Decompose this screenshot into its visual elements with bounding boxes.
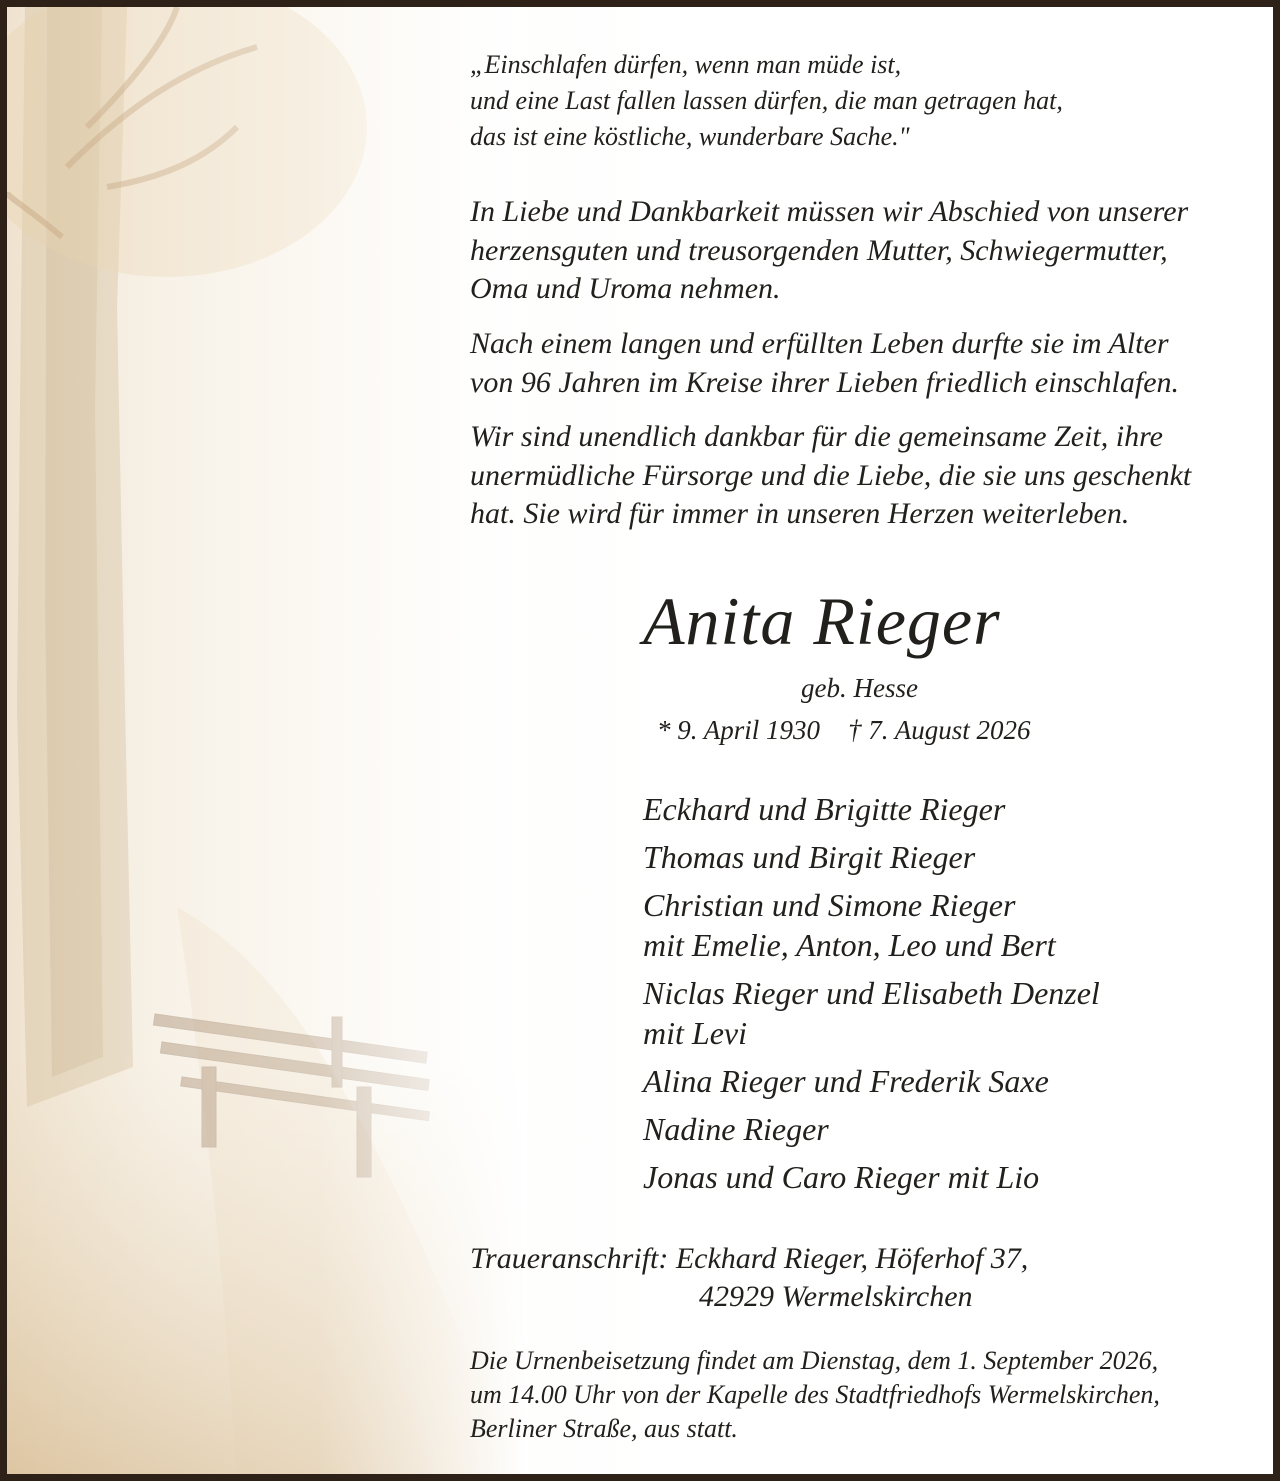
mourners-list [643, 789, 1100, 1205]
mourner-line: mit Levi [643, 1015, 747, 1051]
address-line: Traueranschrift: Eckhard Rieger, Höferhof 37, [470, 1242, 1029, 1275]
poem-line: „Einschlafen dürfen, wenn man müde ist, [470, 50, 902, 79]
funeral-line: Die Urnenbeisetzung findet am Dienstag, dem 1. September 2026, [470, 1346, 1159, 1375]
poem-line: das ist eine köstliche, wunderbare Sache." [470, 122, 910, 151]
mourner-line: Christian und Simone Rieger [643, 887, 1016, 923]
mourner-entry [643, 1061, 1100, 1101]
paragraph-line: Wir sind unendlich dankbar für die gemeinsame Zeit, ihre [470, 420, 1163, 453]
mourner-line: Eckhard und Brigitte Rieger [643, 791, 1006, 827]
autumn-park-background [7, 7, 527, 1481]
death-date: † 7. August 2026 [848, 715, 1031, 745]
paragraph-line: unermüdliche Fürsorge und die Liebe, die sie uns geschenkt [470, 458, 1192, 492]
life-paragraph [470, 325, 1179, 402]
address-city: 42929 Wermelskirchen [699, 1280, 973, 1313]
birth-date: * 9. April 1930 [657, 715, 821, 745]
mourner-line: Alina Rieger und Frederik Saxe [643, 1063, 1049, 1099]
mourning-address [470, 1240, 1028, 1316]
paragraph-line: hat. Sie wird für immer in unseren Herzen weiterleben. [470, 497, 1130, 530]
farewell-paragraph [470, 193, 1188, 309]
poem-quote [470, 47, 1063, 155]
paragraph-line: Nach einem langen und erfüllten Leben durfte sie im Alter [470, 327, 1169, 360]
mourner-line: Nadine Rieger [643, 1111, 829, 1147]
mourner-entry [643, 885, 1100, 965]
mourner-line: mit Emelie, Anton, Leo und Bert [643, 927, 1056, 963]
paragraph-line: von 96 Jahren im Kreise ihrer Lieben friedlich einschlafen. [470, 365, 1180, 399]
paragraph-line: Oma und Uroma nehmen. [470, 272, 781, 305]
mourner-entry [643, 789, 1100, 829]
mourner-entry [643, 973, 1100, 1053]
birth-name: geb. Hesse [801, 673, 918, 703]
paragraph-line: In Liebe und Dankbarkeit müssen wir Abschied von unserer [470, 195, 1189, 228]
mourner-line: Jonas und Caro Rieger mit Lio [643, 1159, 1040, 1195]
life-dates [657, 713, 1031, 747]
funeral-line: Berliner Straße, aus statt. [470, 1414, 738, 1443]
poem-line: und eine Last fallen lassen dürfen, die man getragen hat, [470, 86, 1063, 115]
mourner-entry [643, 837, 1100, 877]
funeral-notice [470, 1344, 1160, 1446]
deceased-name: Anita Rieger [643, 583, 1001, 659]
mourner-line: Niclas Rieger und Elisabeth Denzel [643, 975, 1100, 1011]
funeral-line: um 14.00 Uhr von der Kapelle des Stadtfriedhofs Wermelskirchen, [470, 1380, 1160, 1409]
mourner-entry [643, 1157, 1100, 1197]
mourner-line: Thomas und Birgit Rieger [643, 839, 976, 875]
mourner-entry [643, 1109, 1100, 1149]
paragraph-line: herzensguten und treusorgenden Mutter, Schwiegermutter, [470, 233, 1168, 267]
gratitude-paragraph [470, 418, 1191, 534]
